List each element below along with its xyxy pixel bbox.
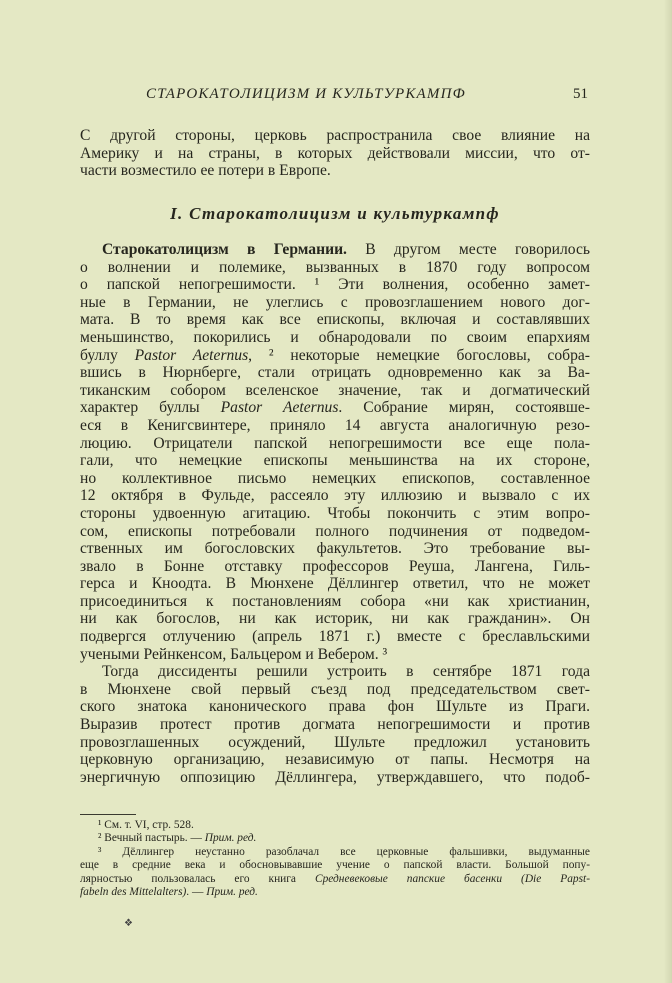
text-run: сом, епископы потребовали полного подчинения от подведом- — [80, 522, 590, 540]
text-run: лярностью пользовалась его книга — [80, 872, 315, 885]
text-run: мата. В то время как все епископы, включая и составлявших — [80, 311, 590, 329]
text-run: провозглашенных осуждений, Шульте предложил установить — [80, 733, 590, 751]
text-line — [80, 364, 590, 382]
text-line — [80, 487, 590, 505]
text-line — [80, 505, 590, 523]
text-line — [80, 294, 590, 312]
text-run: ¹ См. т. VI, стр. 528. — [98, 819, 194, 831]
italic-text: Средневековые папские басенки (Die Papst- — [314, 872, 590, 885]
text-run: С другой стороны, церковь распространила свое влияние на — [80, 127, 590, 144]
text-run: ³ Дёллингер неустанно разоблачал все церковные фальшивки, выдуманные — [98, 845, 590, 858]
text-run: энергичную оппозицию Дёллингера, утверждавшего, что подоб- — [80, 768, 590, 786]
text-line — [80, 540, 590, 558]
text-line — [80, 311, 590, 329]
footnote-line — [80, 819, 590, 832]
text-run: еся в Кенигсвинтере, приняло 14 августа аналогичную резо- — [80, 416, 590, 434]
text-line — [80, 575, 590, 593]
text-line — [80, 523, 590, 541]
text-line — [80, 276, 590, 294]
running-head-title: СТАРОКАТОЛИЦИЗМ И КУЛЬТУРКАМПФ — [146, 86, 466, 102]
footnotes — [80, 819, 590, 899]
text-run: Тогда диссиденты решили устроить в сентябре 1871 года — [102, 663, 590, 681]
footnote-line — [80, 846, 590, 859]
text-line — [80, 593, 590, 611]
text-run: 12 октября в Фульде, рассеяло эту иллюзию и вызвало с их — [80, 487, 590, 505]
footnote-line — [80, 832, 590, 845]
text-line — [80, 347, 590, 365]
text-run: подвергся отлучению (апрель 1871 г.) вместе с бреславльскими — [80, 628, 590, 646]
text-run: ные в Германии, не улеглись с провозглашением нового дог- — [80, 293, 590, 311]
text-line — [80, 558, 590, 576]
text-line — [80, 329, 590, 347]
running-head — [80, 86, 590, 106]
text-run: еще в средние века и обосновывавшие учение о папской власти. Большой попу- — [80, 859, 590, 872]
text-line — [80, 382, 590, 400]
italic-text: Прим. ред. — [204, 832, 257, 845]
text-line — [80, 417, 590, 435]
text-run: ственных им богословских факультетов. Это требование вы- — [80, 540, 590, 558]
text-run: . — — [186, 885, 207, 898]
text-run: учеными Рейнкенсом, Бальцером и Вебером. ³ — [80, 645, 388, 663]
body-text — [80, 241, 590, 786]
text-run: ни как богослов, ни как историк, ни как гражданин». Он — [80, 610, 590, 628]
text-line — [80, 646, 590, 664]
italic-text: Прим. ред. — [206, 885, 258, 898]
page-edge-shadow — [664, 0, 672, 983]
text-run: ского знатока канонического права фон Шульте из Праги. — [80, 698, 590, 716]
text-run: меньшинство, покорились и обнародовали по своим епархиям — [80, 328, 590, 346]
text-line — [80, 241, 590, 259]
text-line — [80, 145, 590, 163]
text-line — [80, 470, 590, 488]
footnote-line — [80, 873, 590, 886]
text-line — [80, 399, 590, 417]
run-in-heading: Старокатолицизм в Германии. — [102, 241, 347, 258]
text-run: Выразив протест против догмата непогрешимости и против — [80, 716, 590, 734]
text-run: тиканским собором вселенское значение, так и догматический — [80, 381, 590, 399]
italic-text: fabeln des Mittelalters) — [80, 885, 187, 898]
text-run: звало в Бонне отставку профессоров Реуша, Лангена, Гиль- — [80, 557, 590, 575]
text-run: В другом месте говорилось — [346, 241, 591, 258]
text-run: гали, что немецкие епископы меньшинства на их стороне, — [80, 452, 590, 470]
footnote-divider — [80, 814, 136, 815]
text-run: о волнении и полемике, вызванных в 1870 году вопросом — [80, 258, 590, 276]
ornament-icon: ❖ — [124, 918, 133, 929]
text-line — [80, 769, 590, 787]
text-run: в Мюнхене свой первый съезд под председательством свет- — [80, 680, 590, 698]
text-line — [80, 628, 590, 646]
section-heading: I. Старокатолицизм и культуркампф — [170, 204, 500, 223]
text-run: люцию. Отрицатели папской непогрешимости все еще пола- — [80, 434, 590, 452]
text-run: ² Вечный пастырь. — — [98, 832, 205, 845]
text-line — [80, 127, 590, 145]
text-run: части возместило ее потери в Европе. — [80, 162, 331, 180]
text-run: вшись в Нюрнберге, стали отрицать одновременно как за Ва- — [80, 364, 590, 382]
text-line — [80, 681, 590, 699]
text-run: стороны удвоенную агитацию. Чтобы покончить с этим вопро- — [80, 504, 590, 522]
text-line — [80, 663, 590, 681]
text-run: церковную организацию, независимую от папы. Несмотря на — [80, 751, 590, 769]
footnote-line — [80, 859, 590, 872]
text-run: . Собрание мирян, состоявше- — [338, 399, 590, 417]
text-line — [80, 452, 590, 470]
text-line — [80, 259, 590, 277]
text-run: присоединиться к постановлениям собора «ни как христианин, — [80, 592, 590, 610]
text-run: герса и Кноодта. В Мюнхене Дёллингер ответил, что не может — [80, 575, 590, 593]
text-line — [80, 734, 590, 752]
text-run: но коллективное письмо немецких епископов, составленное — [80, 469, 590, 487]
text-line — [80, 698, 590, 716]
italic-text: Pastor Aeternus — [134, 346, 249, 364]
footnote-line — [80, 886, 590, 899]
text-line — [80, 610, 590, 628]
italic-text: Pastor Aeternus — [220, 399, 339, 417]
text-run: буллу — [80, 346, 135, 364]
text-run: о папской непогрешимости. ¹ Эти волнения, особенно замет- — [80, 276, 590, 294]
text-run: , ² некоторые немецкие богословы, собра- — [248, 346, 590, 364]
intro-paragraph — [80, 127, 590, 180]
text-run: характер буллы — [80, 399, 221, 417]
text-line — [80, 716, 590, 734]
page-number: 51 — [573, 86, 588, 102]
text-line — [80, 751, 590, 769]
text-run: Америку и на страны, в которых действовали миссии, что от- — [80, 144, 590, 162]
text-line — [80, 435, 590, 453]
text-line — [80, 162, 590, 180]
